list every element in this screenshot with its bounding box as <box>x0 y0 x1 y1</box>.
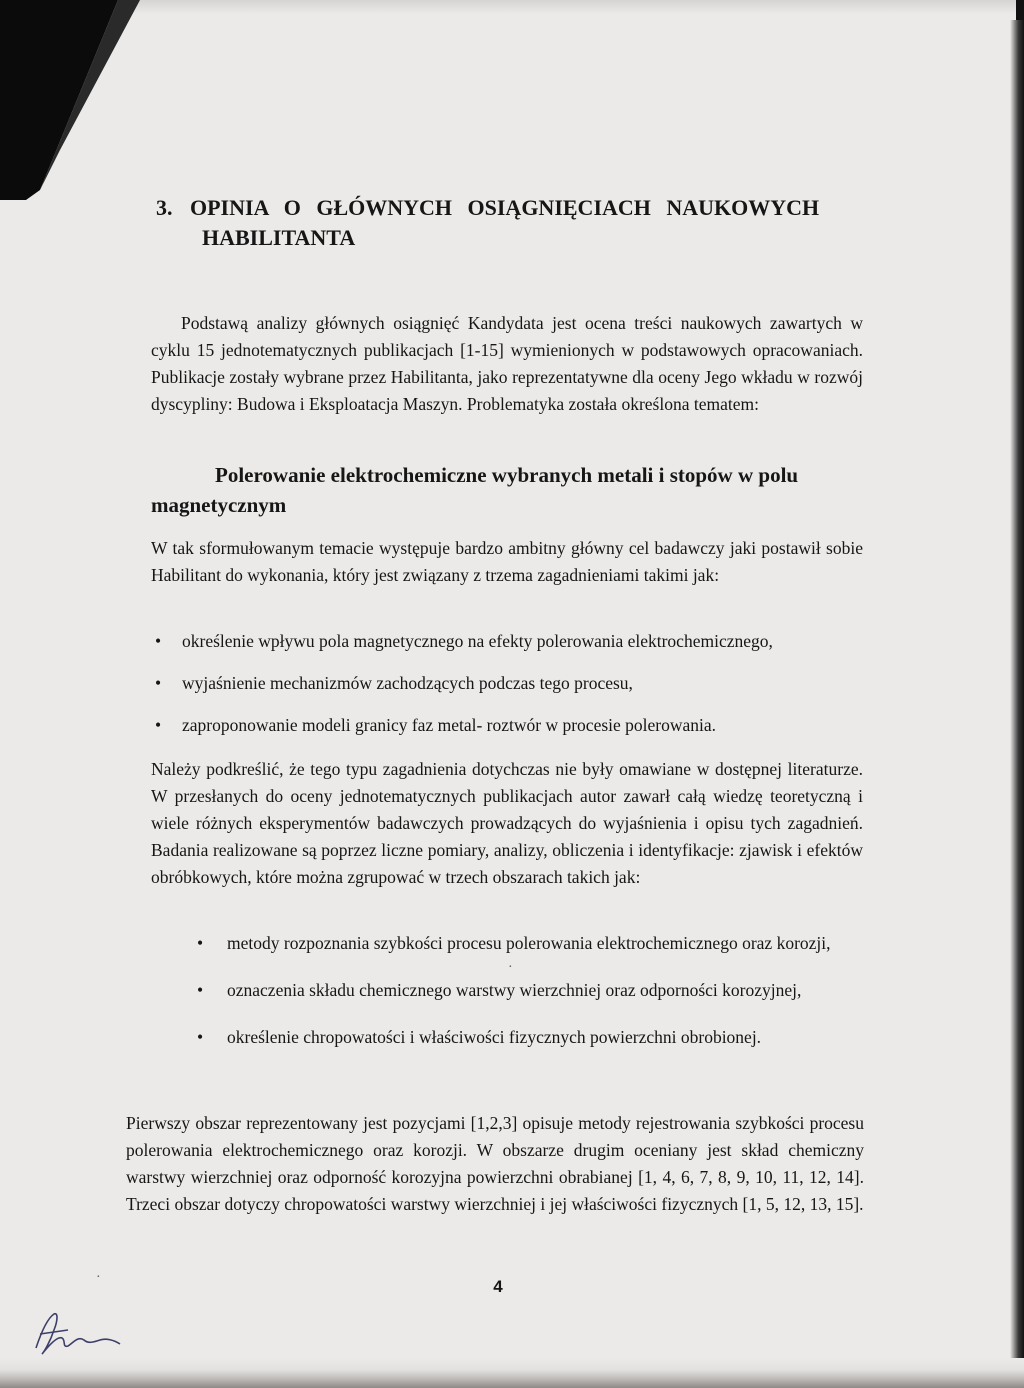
list-item <box>152 628 872 655</box>
handwritten-signature <box>28 1300 128 1360</box>
list-item-text: określenie chropowatości i właściwości fizycznych powierzchni obrobionej. <box>227 1027 762 1047</box>
scan-speck: · <box>96 1270 101 1285</box>
list-item-text: określenie wpływu pola magnetycznego na efekty polerowania elektrochemicznego, <box>182 631 773 651</box>
topic-title: Polerowanie elektrochemiczne wybranych metali i stopów w polu magnetycznym <box>151 463 799 517</box>
list-item <box>152 930 864 957</box>
section-title-line1: OPINIA O GŁÓWNYCH OSIĄGNIĘCIACH NAUKOWYCH <box>190 195 820 220</box>
bullet-icon: • <box>155 715 162 735</box>
list-item-text: zaproponowanie modeli granicy faz metal- roztwór w procesie polerowania. <box>182 715 717 735</box>
paragraph-emphasis: Należy podkreślić, że tego typu zagadnienia dotychczas nie były omawiane w dostępnej literaturze. W przesłanych do oceny jednotematycznych publikacjach autor zawarł całą wiedzę teoretyczną i wiele różnych eksperymentów badawczych prowadzących do wyjaśnienia i opisu tych zagadnień. Badania realizowane są poprzez liczne pomiary, analizy, obliczenia i identyfikacje: zjawisk i efektów obróbkowych, które można zgrupować w trzech obszarach takich jak: <box>151 759 863 887</box>
page-number: 4 <box>493 1277 503 1296</box>
scan-right-edge <box>1010 20 1024 1360</box>
paragraph-goal: W tak sformułowanym temacie występuje bardzo ambitny główny cel badawczy jaki postawił sobie Habilitant do wykonania, który jest związany z trzema zagadnieniami takimi jak: <box>151 538 863 585</box>
section-number: 3. <box>156 195 173 220</box>
list-item <box>152 977 864 1004</box>
scan-black-corner <box>0 0 140 200</box>
bullet-icon: • <box>197 1027 204 1047</box>
research-areas-list <box>152 930 864 1071</box>
list-item-text: metody rozpoznania szybkości procesu polerowania elektrochemicznego oraz korozji, <box>227 933 831 953</box>
bullet-icon: • <box>197 980 204 1000</box>
bullet-icon: • <box>155 673 162 693</box>
section-title-line2: HABILITANTA <box>202 225 356 250</box>
list-item <box>152 712 872 739</box>
list-item <box>152 670 872 697</box>
list-item-text: wyjaśnienie mechanizmów zachodzących podczas tego procesu, <box>182 673 633 693</box>
paragraph-basis: Podstawą analizy głównych osiągnięć Kandydata jest ocena treści naukowych zawartych w cyklu 15 jednotematycznych publikacjach [1-15] wymienionych w podstawowych opracowaniach. Publikacje zostały wybrane przez Habilitanta, jako reprezentatywne dla oceny Jego wkładu w rozwój dyscypliny: Budowa i Eksploatacja Maszyn. Problematyka została określona tematem: <box>151 313 863 414</box>
list-item-text: oznaczenia składu chemicznego warstwy wierzchniej oraz odporności korozyjnej, <box>227 980 802 1000</box>
scan-speck: · <box>508 960 513 975</box>
research-issues-list <box>152 628 872 754</box>
bullet-icon: • <box>197 933 204 953</box>
bullet-icon: • <box>155 631 162 651</box>
list-item <box>152 1024 864 1051</box>
scan-bottom-edge <box>0 1358 1024 1388</box>
scan-top-edge <box>0 0 1024 14</box>
section-heading <box>156 193 876 253</box>
paragraph-areas-summary: Pierwszy obszar reprezentowany jest pozycjami [1,2,3] opisuje metody rejestrowania szybkości procesu polerowania elektrochemicznego oraz korozji. W obszarze drugim oceniany jest skład chemiczny warstwy wierzchniej oraz odporność korozyjna powierzchni obrabianej [1, 4, 6, 7, 8, 9, 10, 11, 12, 14]. Trzeci obszar dotyczy chropowatości warstwy wierzchniej i jej właściwości fizycznych [1, 5, 12, 13, 15]. <box>126 1113 864 1214</box>
